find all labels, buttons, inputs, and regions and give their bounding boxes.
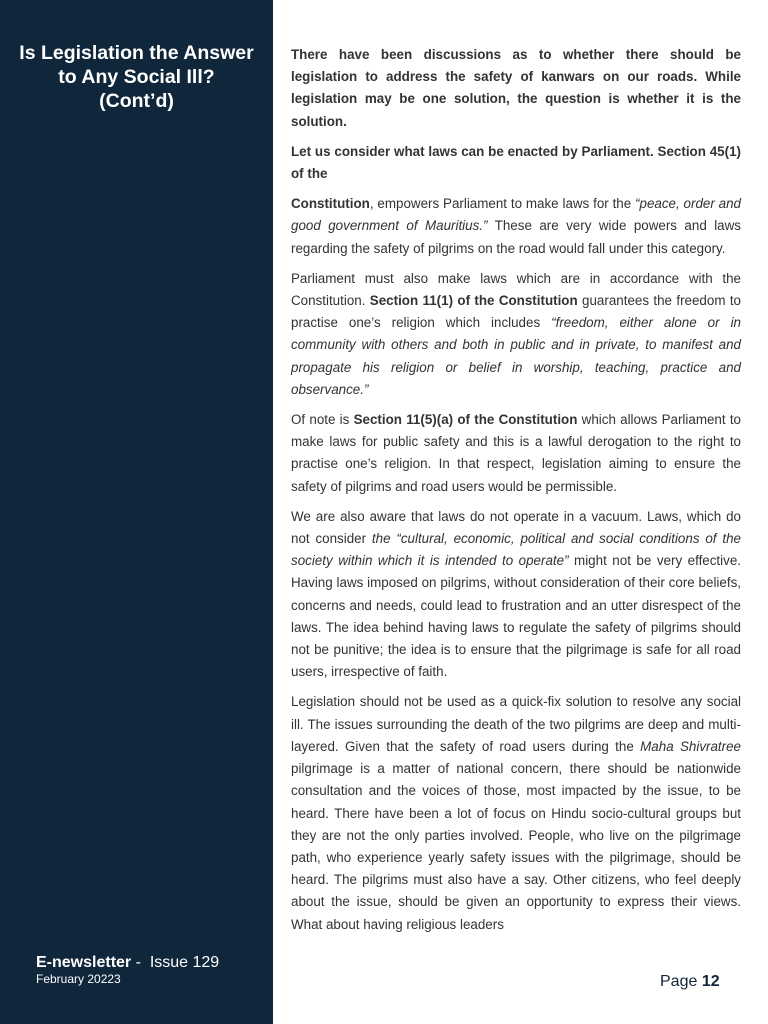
paragraph — [291, 268, 741, 401]
article-title — [10, 41, 263, 113]
page-number-value: 12 — [701, 973, 720, 990]
text-run: , empowers Parliament to make laws for the — [369, 196, 636, 212]
sidebar — [0, 0, 273, 1024]
paragraph — [291, 141, 741, 185]
text-run: pilgrimage is a matter of national concern, there should be nationwide consultation and the voices of those, most impacted by the issue, to be heard. There have been a lot of focus on Hindu socio-cultural groups but they are not the only parties involved. People, who live on the pilgrimage path, who experience yearly safety issues with the pilgrimage, should be heard. The pilgrims must also have a say. Other citizens, who feel deeply about the issue, should be given an opportunity to express their views. What about having religious leaders — [291, 761, 741, 932]
title-line-3: (Cont’d) — [99, 90, 174, 112]
italic-text: Maha Shivratree — [640, 738, 741, 754]
italic-text: “freedom, either alone or in community with others and both in public and in private, to manifest and propagate his religion or belief in worship, teaching, practice and observance.” — [291, 315, 742, 397]
article-body — [291, 44, 741, 944]
text-run: Parliament must also make laws which are in accordance with the Constitution. — [291, 270, 741, 309]
title-line-2: to Any Social Ill? — [58, 66, 215, 88]
newsletter-issue: Issue 129 — [149, 954, 220, 971]
newsletter-date: February 20223 — [36, 972, 121, 986]
newsletter-separator: - — [131, 954, 150, 971]
paragraph — [291, 193, 741, 260]
newsletter-info — [36, 953, 219, 987]
title-line-1: Is Legislation the Answer — [19, 42, 254, 64]
page-label: Page — [660, 973, 698, 990]
text-run: We are also aware that laws do not operate in a vacuum. Laws, which do not consider — [291, 508, 741, 547]
paragraph — [291, 691, 741, 935]
paragraph — [291, 506, 741, 684]
paragraph — [291, 44, 741, 133]
italic-text: the “cultural, economic, political and social conditions of the society within which it is intended to operate” — [291, 531, 741, 569]
text-run: which allows Parliament to make laws for public safety and this is a lawful derogation to the right to practise one’s religion. In that respect, legislation aiming to ensure the safety of pilgrims and road users would be permissible. — [291, 412, 742, 494]
bold-text: Section 11(1) of the Constitution — [369, 293, 578, 309]
page-number — [660, 973, 720, 991]
bold-text: Let us consider what laws can be enacted by Parliament. Section 45(1) of the — [291, 143, 741, 182]
paragraph — [291, 409, 741, 498]
bold-text: Constitution — [291, 196, 370, 212]
newsletter-name: E-newsletter — [36, 954, 132, 971]
text-run: Of note is — [291, 412, 354, 428]
newsletter-issue-line — [36, 953, 219, 972]
italic-text: “peace, order and good government of Mauritius.” — [291, 196, 741, 234]
text-run: These are very wide powers and laws regarding the safety of pilgrims on the road would fall under this category. — [291, 218, 741, 256]
text-run: Legislation should not be used as a quick-fix solution to resolve any social ill. The issues surrounding the death of the two pilgrims are deep and multi-layered. Given that the safety of road users during the — [291, 694, 741, 754]
text-run: guarantees the freedom to practise one’s religion which includes — [291, 293, 742, 331]
bold-text: Section 11(5)(a) of the Constitution — [353, 412, 578, 428]
bold-text: There have been discussions as to whether there should be legislation to address the safety of kanwars on our roads. While legislation may be one solution, the question is whether it is the solution. — [291, 47, 741, 129]
text-run: might not be very effective. Having laws imposed on pilgrims, without consideration of their core beliefs, concerns and needs, could lead to frustration and an utter disrespect of the laws. The idea behind having laws to regulate the safety of pilgrims should not be punitive; the idea is to ensure that the pilgrimage is safe for all road users, irrespective of faith. — [291, 553, 741, 680]
